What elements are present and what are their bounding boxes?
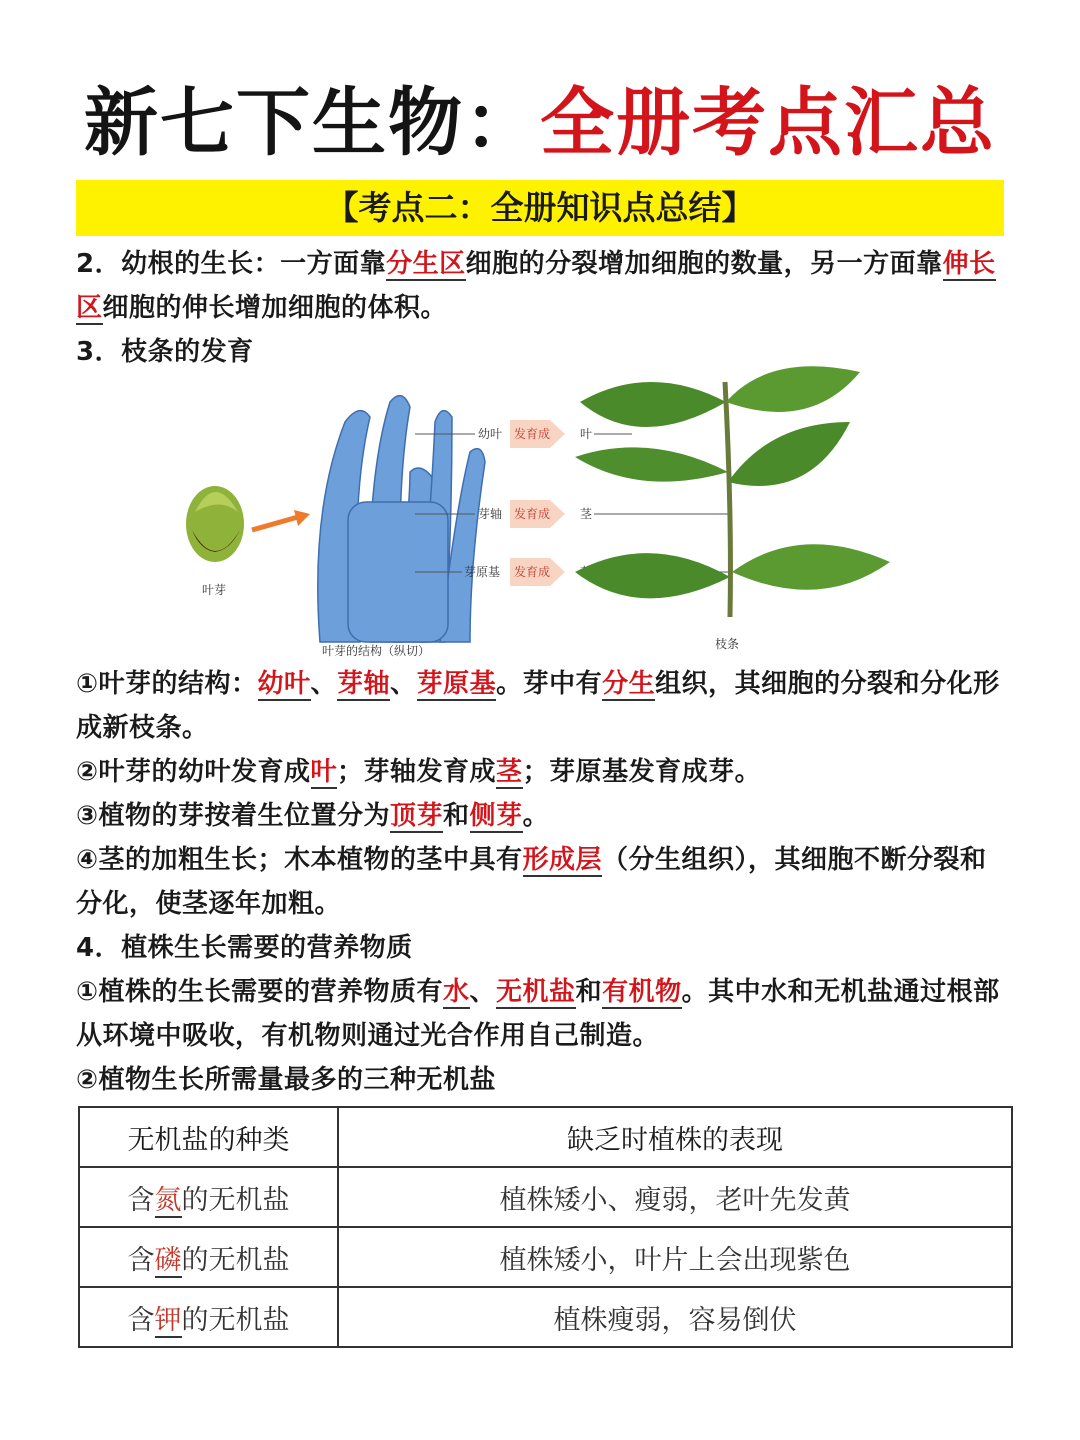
symptom-cell: 植株矮小、瘦弱，老叶先发黄 <box>338 1167 1012 1227</box>
main-text <box>76 662 1008 1102</box>
mineral-cell <box>79 1167 338 1227</box>
text: （分生组织），其细胞不断分裂和分化，使茎逐年加粗。 <box>76 845 987 919</box>
keyword: 侧芽 <box>469 801 523 831</box>
text: 的无机盐 <box>181 1244 290 1276</box>
section-heading-nutrients: 4．植株生长需要的营养物质 <box>76 933 413 963</box>
text: ①植株的生长需要的营养物质有 <box>76 977 444 1007</box>
text: 的无机盐 <box>181 1184 290 1216</box>
from-label: 芽原基 <box>464 565 501 579</box>
to-label: 茎 <box>580 507 593 521</box>
section-heading-shoot: 3．枝条的发育 <box>76 337 254 367</box>
bud-structure-label: 叶芽的结构（纵切） <box>322 644 431 658</box>
paragraph-root-growth <box>76 242 1008 330</box>
table-header-row <box>79 1107 1012 1167</box>
text: 和 <box>575 977 603 1007</box>
from-label: 幼叶 <box>478 427 503 441</box>
text: 、 <box>390 669 417 699</box>
symptom-cell: 植株瘦弱，容易倒伏 <box>338 1287 1012 1347</box>
leaf-bud-image <box>186 486 244 562</box>
text: 和 <box>443 801 470 831</box>
bud-section-image <box>318 396 485 642</box>
keyword: 芽原基 <box>416 669 497 699</box>
from-label: 芽轴 <box>478 507 503 521</box>
item-nutrients <box>76 970 1008 1058</box>
text: 。芽中有 <box>496 669 603 699</box>
text: ；芽轴发育成 <box>337 757 497 787</box>
text: ；芽原基发育成芽。 <box>522 757 762 787</box>
minerals-table <box>78 1106 1013 1348</box>
element-keyword: 钾 <box>154 1304 182 1336</box>
text: 、 <box>310 669 338 699</box>
table-row <box>79 1167 1012 1227</box>
section-banner: 【考点二：全册知识点总结】 <box>76 180 1004 236</box>
verb-label: 发育成 <box>514 427 551 441</box>
intro-text <box>76 242 1008 374</box>
text: 含 <box>127 1184 155 1216</box>
table-row <box>79 1287 1012 1347</box>
keyword: 芽轴 <box>337 669 391 699</box>
mineral-cell <box>79 1227 338 1287</box>
to-label: 叶 <box>580 427 593 441</box>
text: 、 <box>469 977 497 1007</box>
mineral-cell <box>79 1287 338 1347</box>
orange-arrowhead-icon <box>294 510 310 526</box>
text: ②叶芽的幼叶发育成 <box>76 757 311 787</box>
keyword: 茎 <box>496 757 523 787</box>
text: 细胞的分裂增加细胞的数量，另一方面靠 <box>465 249 943 279</box>
text: 组织，其细胞的分裂和分化形成新枝条。 <box>76 669 1000 743</box>
item-minerals-heading: ②植物生长所需量最多的三种无机盐 <box>76 1065 497 1095</box>
verb-label: 发育成 <box>514 507 551 521</box>
text: 2．幼根的生长：一方面靠 <box>76 249 387 279</box>
verb-label: 发育成 <box>514 565 551 579</box>
element-keyword: 磷 <box>154 1244 182 1276</box>
keyword: 伸长区 <box>76 249 996 323</box>
header-mineral-type: 无机盐的种类 <box>79 1107 338 1167</box>
symptom-cell: 植株矮小，叶片上会出现紫色 <box>338 1227 1012 1287</box>
text: 含 <box>127 1304 155 1336</box>
title-part-red: 全册考点汇总 <box>540 80 996 166</box>
keyword: 分生 <box>602 669 656 699</box>
bud-development-figure <box>170 362 910 662</box>
item-bud-structure <box>76 662 1008 750</box>
keyword: 无机盐 <box>496 977 576 1007</box>
bud-label: 叶芽 <box>202 583 227 597</box>
text: ③植物的芽按着生位置分为 <box>76 801 391 831</box>
keyword: 分生区 <box>386 249 466 279</box>
text: 。其中水和无机盐通过根部从环境中吸收，有机物则通过光合作用自己制造。 <box>76 977 1000 1051</box>
text: 细胞的伸长增加细胞的体积。 <box>102 293 448 323</box>
keyword: 顶芽 <box>390 801 444 831</box>
keyword: 水 <box>443 977 470 1007</box>
item-bud-position <box>76 794 1008 838</box>
keyword: 幼叶 <box>257 669 311 699</box>
element-keyword: 氮 <box>154 1184 182 1216</box>
text: ①叶芽的结构： <box>76 669 258 699</box>
shoot-label: 枝条 <box>715 637 740 651</box>
figure-illustration <box>170 362 910 662</box>
header-deficiency: 缺乏时植株的表现 <box>338 1107 1012 1167</box>
item-bud-development <box>76 750 1008 794</box>
page-title <box>0 78 1080 168</box>
text: 含 <box>127 1244 155 1276</box>
shoot-image <box>575 366 890 617</box>
keyword: 叶 <box>310 757 338 787</box>
keyword: 形成层 <box>522 845 603 875</box>
table-row <box>79 1227 1012 1287</box>
text: ④茎的加粗生长；木本植物的茎中具有 <box>76 845 523 875</box>
title-part-black: 新七下生物： <box>84 80 540 166</box>
text: 的无机盐 <box>181 1304 290 1336</box>
item-stem-thickening <box>76 838 1008 926</box>
keyword: 有机物 <box>602 977 682 1007</box>
text: 。 <box>522 801 550 831</box>
orange-arrow-icon <box>252 517 298 530</box>
